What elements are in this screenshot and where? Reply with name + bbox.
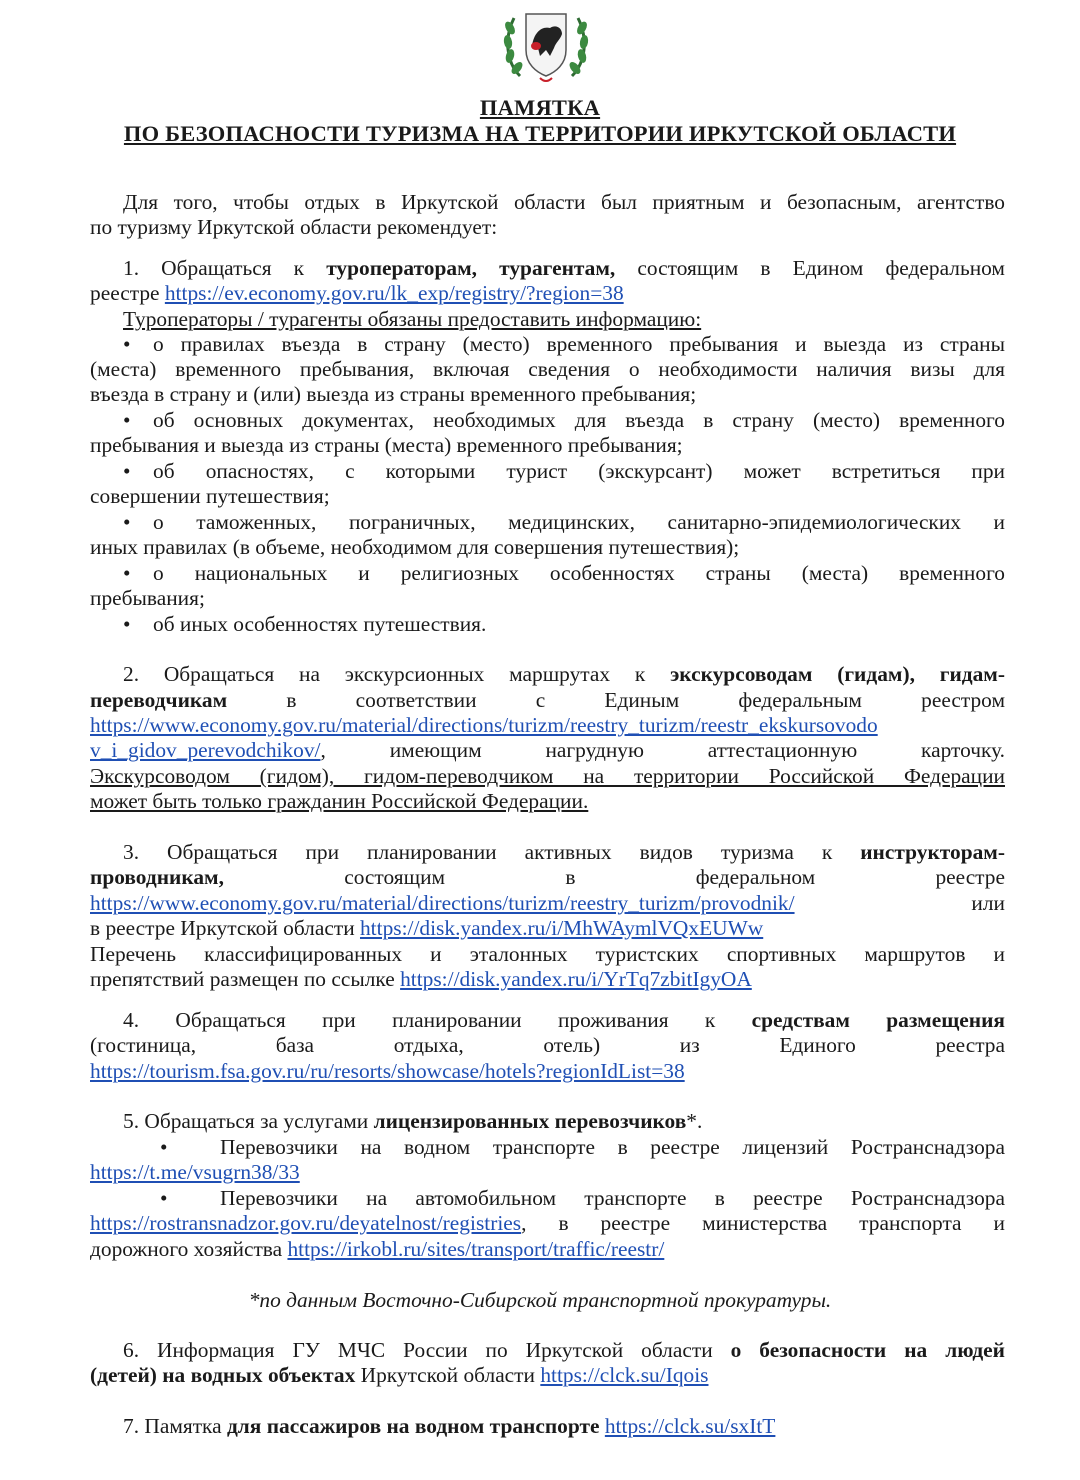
section-1-line: реестре https://ev.economy.gov.ru/lk_exp/registry/?region=38: [90, 281, 624, 305]
section-5-line: https://rostransnadzor.gov.ru/deyatelnost/registries, в реестре министерства транспорта и: [90, 1211, 1005, 1235]
bullet-icon: •: [123, 612, 131, 636]
document-title: ПАМЯТКА: [479, 95, 601, 120]
section-5-line: дорожного хозяйства https://irkobl.ru/sites/transport/traffic/reestr/: [90, 1237, 665, 1261]
bullet-item-cont: пребывания;: [90, 586, 205, 610]
section-2-line: 2. Обращаться на экскурсионных маршрутах к экскурсоводам (гидам), гидам-: [123, 662, 1005, 686]
section-2-line: переводчикам в соответствии с Единым федеральным реестром: [90, 688, 1005, 712]
bullet-item: • об опасностях, с которыми турист (экскурсант) может встретиться при: [123, 459, 1005, 483]
irkutsk-emblem-icon: [500, 2, 592, 86]
section-4-line: 4. Обращаться при планировании проживания к средствам размещения: [123, 1008, 1005, 1032]
bullet-item: • о таможенных, пограничных, медицинских, санитарно-эпидемиологических и: [123, 510, 1005, 534]
bullet-item: • об иных особенностях путешествия.: [123, 612, 487, 636]
bullet-item: • Перевозчики на автомобильном транспорте в реестре Ространснадзора: [155, 1186, 1005, 1211]
section-2-line: Экскурсоводом (гидом), гидом-переводчиком на территории Российской Федерации: [90, 764, 1005, 788]
document-subtitle: ПО БЕЗОПАСНОСТИ ТУРИЗМА НА ТЕРРИТОРИИ ИРКУТСКОЙ ОБЛАСТИ: [123, 121, 957, 146]
footnote: *по данным Восточно-Сибирской транспортной прокуратуры.: [248, 1288, 832, 1312]
section-3-line: проводникам, состоящим в федеральном реестре: [90, 865, 1005, 889]
section-4-line: [90, 1059, 1005, 1084]
section-2-line: v_i_gidov_perevodchikov/, имеющим нагрудную аттестационную карточку.: [90, 738, 1005, 762]
bullet-icon: •: [123, 332, 131, 356]
bullet-item: • о национальных и религиозных особенностях страны (места) временного: [123, 561, 1005, 585]
section-3-line: https://www.economy.gov.ru/material/directions/turizm/reestry_turizm/provodnik/ или: [90, 891, 1005, 915]
section-2-line: [90, 713, 1005, 738]
rostransnadzor-link[interactable]: https://rostransnadzor.gov.ru/deyatelnost/registries: [90, 1211, 522, 1235]
section-3-line: Перечень классифицированных и эталонных туристских спортивных маршрутов и: [90, 942, 1005, 966]
transport-ministry-link[interactable]: https://irkobl.ru/sites/transport/traffic/reestr/: [287, 1237, 665, 1261]
guides-registry-link-cont[interactable]: v_i_gidov_perevodchikov/: [90, 738, 321, 762]
section-2-line: может быть только гражданин Российской Федерации.: [90, 789, 589, 813]
section-3-line: 3. Обращаться при планировании активных видов туризма к инструкторам-: [123, 840, 1005, 864]
intro-line-1: Для того, чтобы отдых в Иркутской области был приятным и безопасным, агентство: [123, 190, 1005, 214]
passengers-memo-link[interactable]: https://clck.su/sxItT: [604, 1414, 776, 1438]
bullet-icon: •: [123, 408, 131, 432]
mchs-link[interactable]: https://clck.su/Iqois: [540, 1363, 709, 1387]
bullet-icon: •: [160, 1186, 168, 1210]
guides-registry-link[interactable]: https://www.economy.gov.ru/material/directions/turizm/reestry_turizm/reestr_ekskursovodo: [90, 713, 878, 737]
section-4-line: (гостиница, база отдыха, отель) из Единого реестра: [90, 1033, 1005, 1057]
section-1-subheading: Туроператоры / турагенты обязаны предоставить информацию:: [123, 307, 702, 331]
instructors-registry-link[interactable]: https://www.economy.gov.ru/material/directions/turizm/reestry_turizm/provodnik/: [90, 891, 795, 915]
bullet-item-cont: совершении путешествия;: [90, 484, 330, 508]
bullet-item: • о правилах въезда в страну (место) временного пребывания и выезда из страны: [123, 332, 1005, 356]
section-5-line: [90, 1160, 1005, 1185]
bullet-icon: •: [123, 459, 131, 483]
bullet-item-cont: въезда в страну и (или) выезда из страны временного пребывания;: [90, 382, 697, 406]
section-7-line: 7. Памятка для пассажиров на водном транспорте https://clck.su/sxItT: [123, 1414, 776, 1438]
bullet-item: • Перевозчики на водном транспорте в реестре лицензий Ространснадзора: [155, 1135, 1005, 1160]
section-6-line: (детей) на водных объектах Иркутской области https://clck.su/Iqois: [90, 1363, 709, 1387]
routes-list-link[interactable]: https://disk.yandex.ru/i/YrTq7zbitIgyOA: [400, 967, 752, 991]
bullet-item-cont: иных правилах (в объеме, необходимом для совершения путешествия);: [90, 535, 740, 559]
section-3-line: препятствий размещен по ссылке https://disk.yandex.ru/i/YrTq7zbitIgyOA: [90, 967, 752, 991]
bullet-item: • об основных документах, необходимых для въезда в страну (место) временного: [123, 408, 1005, 432]
bullet-icon: •: [123, 561, 131, 585]
bullet-item-cont: (места) временного пребывания, включая сведения о необходимости наличия визы для: [90, 357, 1005, 381]
section-1-line: 1. Обращаться к туроператорам, турагентам, состоящим в Едином федеральном: [123, 256, 1005, 280]
section-6-line: 6. Информация ГУ МЧС России по Иркутской области о безопасности на людей: [123, 1338, 1005, 1362]
bullet-icon: •: [160, 1135, 168, 1159]
section-5-line: 5. Обращаться за услугами лицензированных перевозчиков*.: [123, 1109, 703, 1133]
section-3-line: в реестре Иркутской области https://disk.yandex.ru/i/MhWAymlVQxEUWw: [90, 916, 764, 940]
water-carriers-link[interactable]: https://t.me/vsugrn38/33: [90, 1160, 300, 1184]
bullet-icon: •: [123, 510, 131, 534]
intro-line-2: по туризму Иркутской области рекомендует:: [90, 215, 498, 239]
registry-link[interactable]: https://ev.economy.gov.ru/lk_exp/registry/?region=38: [164, 281, 624, 305]
hotels-registry-link[interactable]: https://tourism.fsa.gov.ru/ru/resorts/showcase/hotels?regionIdList=38: [90, 1059, 685, 1083]
irkutsk-registry-link[interactable]: https://disk.yandex.ru/i/MhWAymlVQxEUWw: [359, 916, 764, 940]
bullet-item-cont: пребывания и выезда из страны (места) временного пребывания;: [90, 433, 683, 457]
